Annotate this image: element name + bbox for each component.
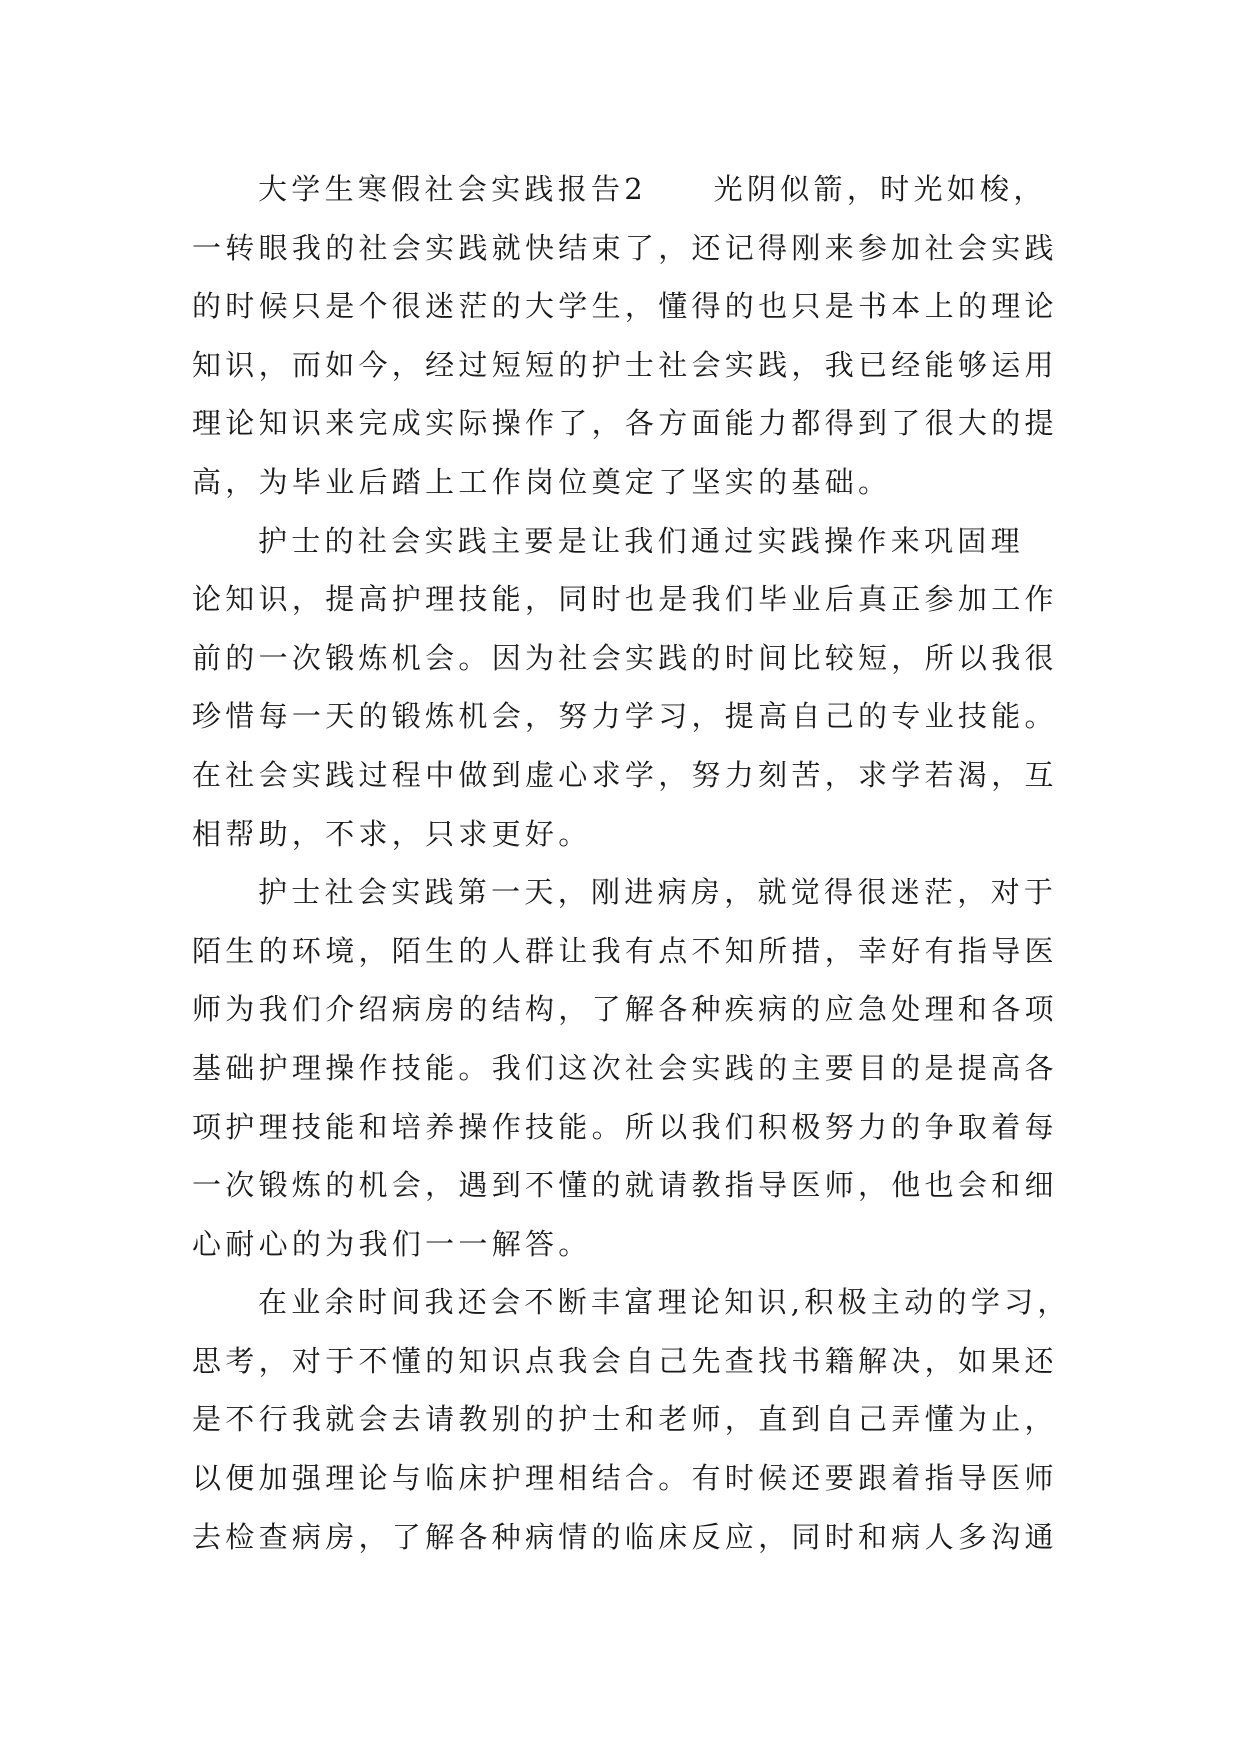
paragraph-1 (192, 160, 1058, 512)
text-line: 在社会实践过程中做到虚心求学，努力刻苦，求学若渴，互 (192, 757, 1058, 792)
text-line: 在业余时间我还会不断丰富理论知识,积极主动的学习， (258, 1285, 1071, 1320)
text-line: 去检查病房，了解各种病情的临床反应，同时和病人多沟通 (192, 1519, 1058, 1554)
text-line: 理论知识来完成实际操作了，各方面能力都得到了很大的提 (192, 406, 1058, 441)
text-line: 师为我们介绍病房的结构，了解各种疾病的应急处理和各项 (192, 992, 1058, 1027)
text-line: 高，为毕业后踏上工作岗位奠定了坚实的基础。 (192, 464, 892, 499)
text-line: 大学生寒假社会实践报告2 光阴似箭，时光如梭， (258, 172, 1047, 206)
text-line: 是不行我就会去请教别的护士和老师，直到自己弄懂为止， (192, 1402, 1058, 1437)
paragraph-3 (192, 863, 1058, 1273)
text-line: 前的一次锻炼机会。因为社会实践的时间比较短，所以我很 (192, 640, 1058, 675)
text-line: 心耐心的为我们一一解答。 (192, 1226, 592, 1261)
text-line: 论知识，提高护理技能，同时也是我们毕业后真正参加工作 (192, 582, 1058, 617)
text-line: 一次锻炼的机会，遇到不懂的就请教指导医师，他也会和细 (192, 1168, 1058, 1203)
text-line: 的时候只是个很迷茫的大学生，懂得的也只是书本上的理论 (192, 289, 1058, 324)
text-line: 陌生的环境，陌生的人群让我有点不知所措，幸好有指导医 (192, 933, 1058, 968)
text-line: 思考，对于不懂的知识点我会自己先查找书籍解决，如果还 (192, 1343, 1058, 1378)
text-line: 以便加强理论与临床护理相结合。有时候还要跟着指导医师 (192, 1461, 1058, 1496)
text-line: 相帮助，不求，只求更好。 (192, 816, 592, 851)
text-line: 护士社会实践第一天，刚进病房，就觉得很迷茫，对于 (258, 875, 1058, 910)
document-body (192, 160, 1071, 1566)
text-line: 基础护理操作技能。我们这次社会实践的主要目的是提高各 (192, 1050, 1058, 1085)
text-line: 知识，而如今，经过短短的护士社会实践，我已经能够运用 (192, 347, 1058, 382)
text-line: 珍惜每一天的锻炼机会，努力学习，提高自己的专业技能。 (192, 699, 1058, 734)
paragraph-2 (192, 512, 1058, 864)
paragraph-4 (192, 1273, 1071, 1566)
text-line: 一转眼我的社会实践就快结束了，还记得刚来参加社会实践 (192, 230, 1058, 265)
text-line: 护士的社会实践主要是让我们通过实践操作来巩固理 (258, 523, 1024, 558)
text-line: 项护理技能和培养操作技能。所以我们积极努力的争取着每 (192, 1109, 1058, 1144)
